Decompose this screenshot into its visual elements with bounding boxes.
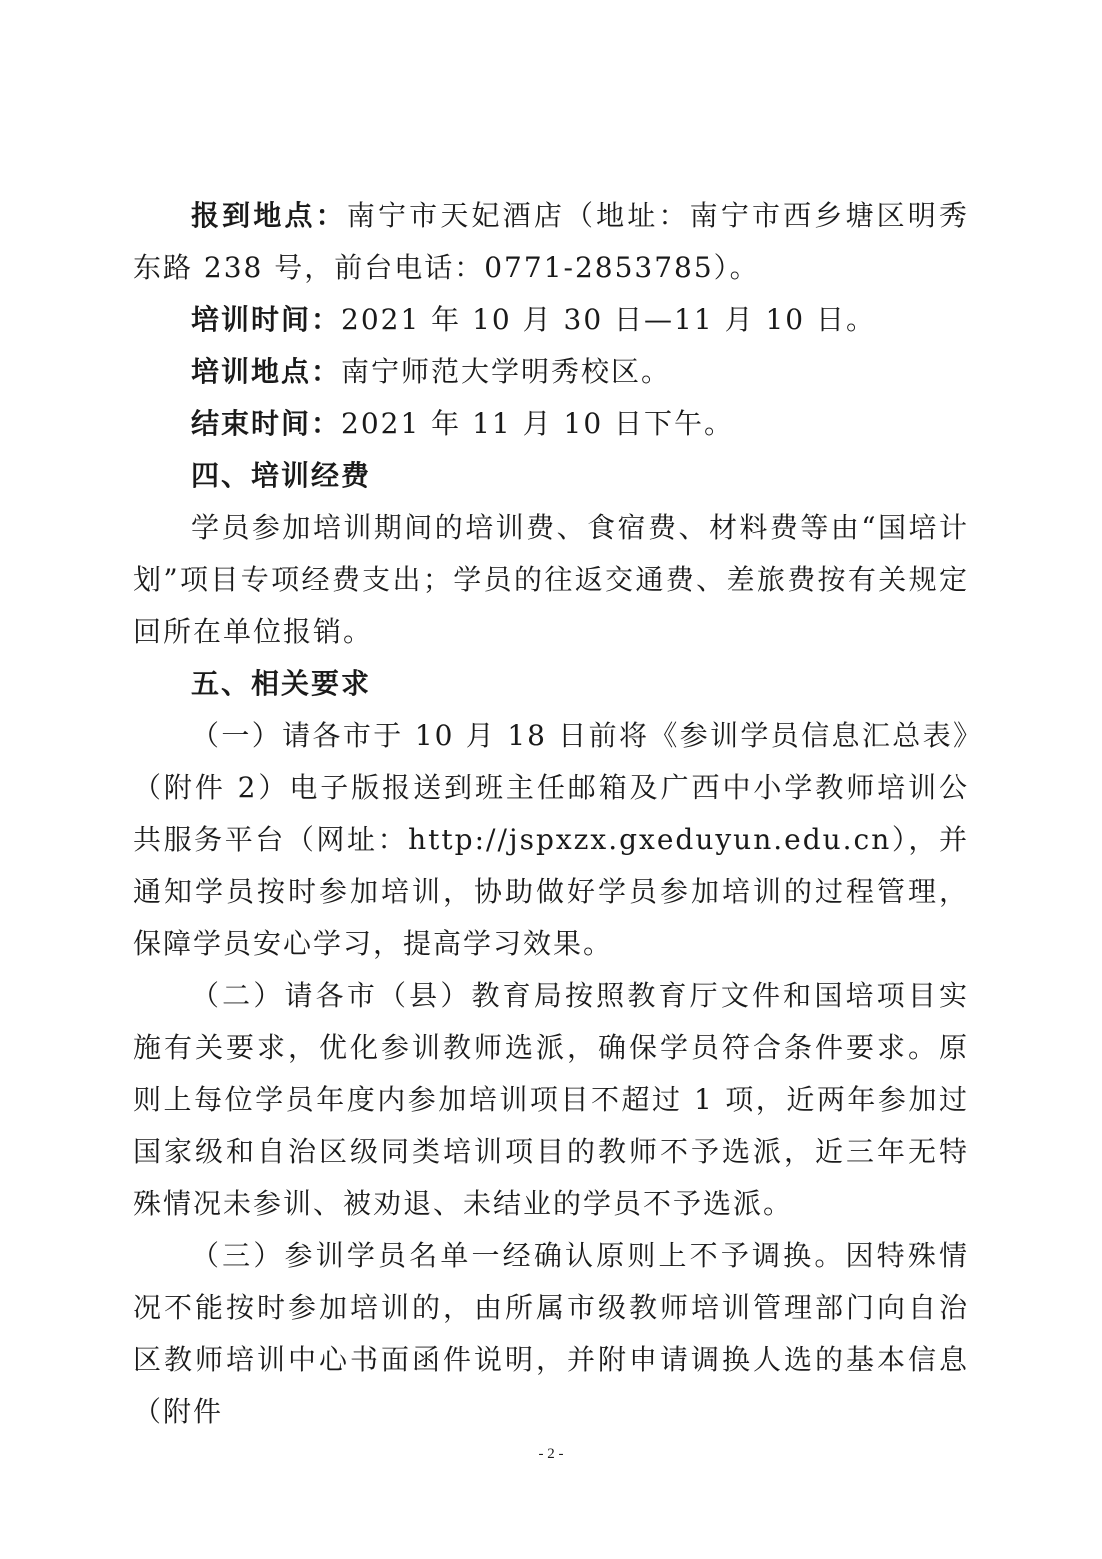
training-location-label: 培训地点： <box>191 355 342 388</box>
training-location-text: 南宁师范大学明秀校区。 <box>341 355 672 388</box>
requirement-item-1: （一）请各市于 10 月 18 日前将《参训学员信息汇总表》（附件 2）电子版报送到班主任邮箱及广西中小学教师培训公共服务平台（网址：http://jspxzx.gxeduyun.edu.cn），并通知学员按时参加培训，协助做好学员参加培训的过程管理，保障学员安心学习，提高学习效果。 <box>133 719 969 960</box>
training-time-paragraph <box>133 294 969 346</box>
requirement-item-2: （二）请各市（县）教育局按照教育厅文件和国培项目实施有关要求，优化参训教师选派，确保学员符合条件要求。原则上每位学员年度内参加培训项目不超过 1 项，近两年参加过国家级和自治区级同类培训项目的教师不予选派，近三年无特殊情况未参训、被劝退、未结业的学员不予选派。 <box>133 979 969 1220</box>
report-location-paragraph <box>133 190 969 294</box>
requirement-item-3: （三）参训学员名单一经确认原则上不予调换。因特殊情况不能按时参加培训的，由所属市级教师培训管理部门向自治区教师培训中心书面函件说明，并附申请调换人选的基本信息（附件 <box>133 1239 969 1428</box>
section-five-heading: 五、相关要求 <box>191 667 372 700</box>
report-location-label: 报到地点： <box>191 199 347 232</box>
page-number: - 2 - <box>538 1446 564 1462</box>
end-time-label: 结束时间： <box>191 407 342 440</box>
end-time-text: 2021 年 11 月 10 日下午。 <box>341 407 735 440</box>
training-time-label: 培训时间： <box>191 303 342 336</box>
section-four-heading: 四、培训经费 <box>191 459 372 492</box>
end-time-paragraph <box>133 398 969 450</box>
document-body <box>133 190 969 1438</box>
training-time-text: 2021 年 10 月 30 日—11 月 10 日。 <box>341 303 876 336</box>
training-location-paragraph <box>133 346 969 398</box>
section-four-paragraph: 学员参加培训期间的培训费、食宿费、材料费等由“国培计划”项目专项经费支出；学员的往返交通费、差旅费按有关规定回所在单位报销。 <box>133 511 969 648</box>
report-location-text: 南宁市天妃酒店（地址：南宁市西乡塘区明秀东路 238 号，前台电话：0771-2853785）。 <box>133 199 969 284</box>
